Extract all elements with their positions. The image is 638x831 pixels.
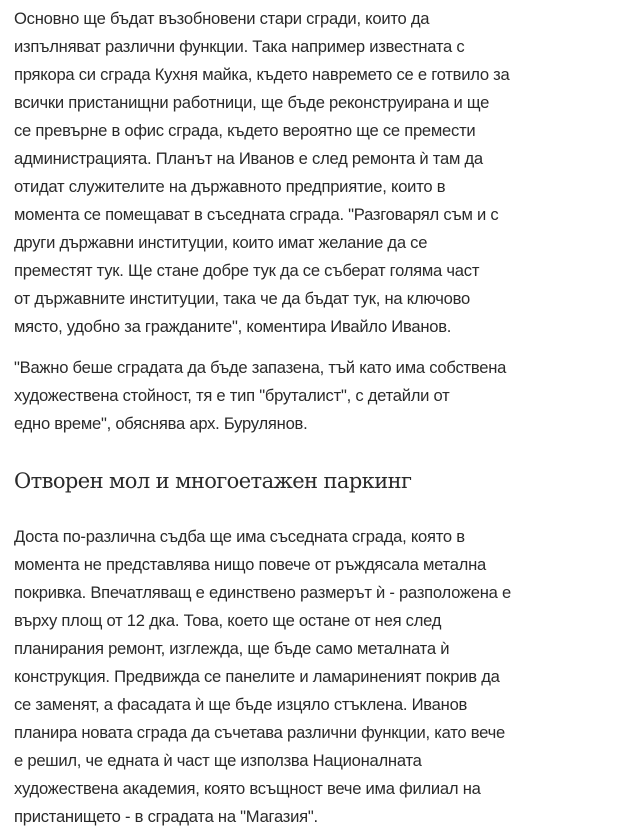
text-line: се заменят, а фасадата ѝ ще бъде изцяло стъклена. Иванов <box>14 695 468 714</box>
text-line: планирания ремонт, изглежда, ще бъде само металната ѝ <box>14 639 450 658</box>
text-line: "Важно беше сградата да бъде запазена, тъй като има собствена <box>14 358 507 377</box>
text-line: момента се помещават в съседната сграда. "Разговарял съм и с <box>14 205 499 224</box>
text-line: място, удобно за гражданите", коментира Ивайло Иванов. <box>14 317 452 336</box>
section-heading: Отворен мол и многоетажен паркинг <box>14 469 412 493</box>
text-line: изпълняват различни функции. Така например известната с <box>14 37 465 56</box>
text-line: едно време", обяснява арх. Бурулянов. <box>14 414 308 433</box>
text-line: върху площ от 12 дка. Това, което ще остане от нея след <box>14 611 442 630</box>
paragraph-1 <box>14 5 634 341</box>
text-line: пристанището - в сградата на "Магазия". <box>14 807 318 826</box>
text-line: отидат служителите на държавното предприятие, които в <box>14 177 446 196</box>
text-line: е решил, че едната ѝ част ще използва Националната <box>14 751 422 770</box>
text-line: художествена академия, която всъщност вече има филиал на <box>14 779 481 798</box>
text-line: администрацията. Планът на Иванов е след ремонта ѝ там да <box>14 149 483 168</box>
article-body <box>14 5 634 831</box>
text-line: всички пристанищни работници, ще бъде реконструирана и ще <box>14 93 490 112</box>
text-line: преместят тук. Ще стане добре тук да се съберат голяма част <box>14 261 480 280</box>
text-line: Основно ще бъдат възобновени стари сгради, които да <box>14 9 430 28</box>
paragraph-2 <box>14 354 634 438</box>
text-line: от държавните институции, така че да бъдат тук, на ключово <box>14 289 470 308</box>
text-line: се превърне в офис сграда, където вероятно ще се премести <box>14 121 476 140</box>
text-line: момента не представлява нищо повече от ръждясала метална <box>14 555 486 574</box>
text-line: Доста по-различна съдба ще има съседната сграда, която в <box>14 527 465 546</box>
paragraph-3 <box>14 523 634 831</box>
text-line: художествена стойност, тя е тип "бруталист", с детайли от <box>14 386 450 405</box>
text-line: други държавни институции, които имат желание да се <box>14 233 428 252</box>
text-line: конструкция. Предвижда се панелите и ламариненият покрив да <box>14 667 500 686</box>
text-line: прякора си сграда Кухня майка, където навремето се е готвило за <box>14 65 510 84</box>
text-line: покривка. Впечатляващ е единствено размерът ѝ - разположена е <box>14 583 511 602</box>
text-line: планира новата сграда да съчетава различни функции, като вече <box>14 723 505 742</box>
